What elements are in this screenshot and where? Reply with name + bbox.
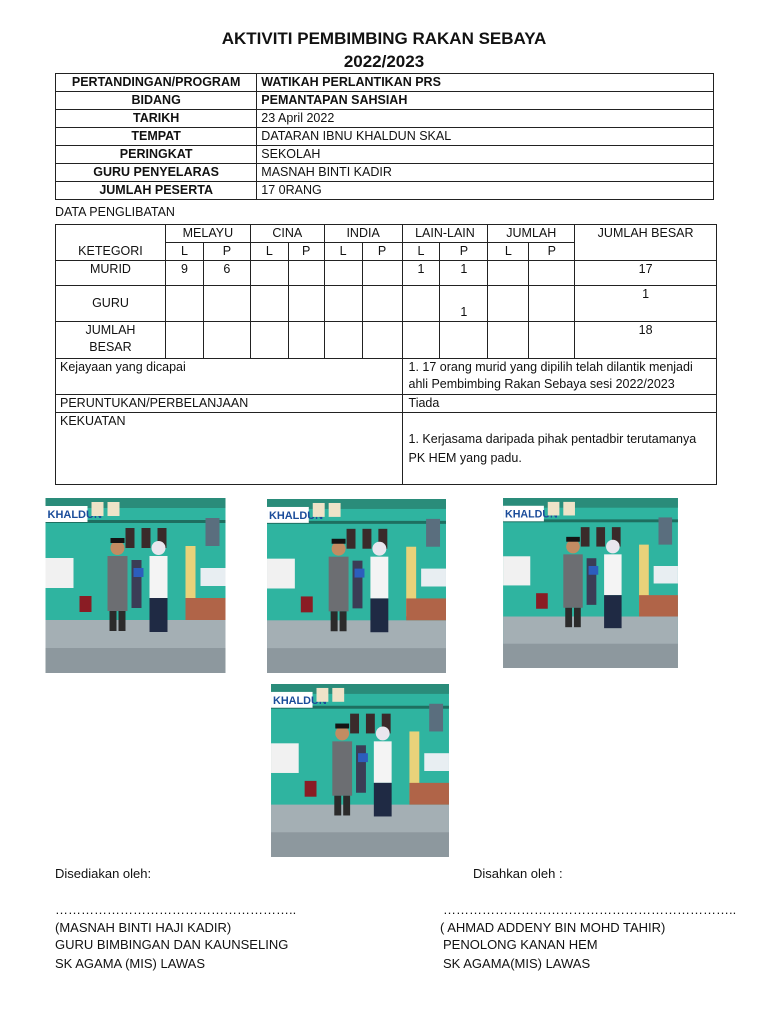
photo-scene xyxy=(261,499,452,673)
photo-scene xyxy=(43,498,228,673)
group-header: INDIA xyxy=(324,225,402,243)
group-header: MELAYU xyxy=(165,225,250,243)
cell xyxy=(402,322,440,359)
row-total: 1 xyxy=(575,286,717,322)
category-header: KETEGORI xyxy=(56,225,166,261)
signature-line: ………………………………………………………….. xyxy=(443,902,737,917)
signature-line: ……………………………………………….. xyxy=(55,902,297,917)
photo-scene xyxy=(268,684,452,857)
signer-school: SK AGAMA(MIS) LAWAS xyxy=(443,956,591,971)
cell xyxy=(362,261,402,286)
cell xyxy=(324,322,362,359)
summary-key: PERUNTUKAN/PERBELANJAAN xyxy=(56,395,403,413)
cell xyxy=(488,286,529,322)
signer-school: SK AGAMA (MIS) LAWAS xyxy=(55,956,206,971)
info-key: JUMLAH PESERTA xyxy=(56,182,257,200)
cell xyxy=(529,286,575,322)
info-row xyxy=(56,146,714,164)
summary-key: KEKUATAN xyxy=(56,413,403,485)
info-key: TEMPAT xyxy=(56,128,257,146)
photo-scene xyxy=(503,498,678,668)
row-total: 18 xyxy=(575,322,717,359)
cell xyxy=(203,286,250,322)
row-label: GURU xyxy=(56,286,166,322)
gender-l: L xyxy=(402,243,440,261)
info-row xyxy=(56,182,714,200)
cell xyxy=(203,322,250,359)
row-label: MURID xyxy=(56,261,166,286)
group-header: LAIN-LAIN xyxy=(402,225,488,243)
table-row xyxy=(56,322,717,359)
info-row xyxy=(56,164,714,182)
summary-row xyxy=(56,359,717,395)
table-row xyxy=(56,261,717,286)
gender-p: P xyxy=(362,243,402,261)
group-header: JUMLAH xyxy=(488,225,575,243)
cell xyxy=(288,286,324,322)
page-year: 2022/2023 xyxy=(343,52,425,71)
info-value: 23 April 2022 xyxy=(257,110,714,128)
cell xyxy=(250,261,288,286)
total-header: JUMLAH BESAR xyxy=(575,225,717,261)
info-value: 17 0RANG xyxy=(257,182,714,200)
signer-role: PENOLONG KANAN HEM xyxy=(443,937,598,952)
cell: 1 xyxy=(440,261,488,286)
cell xyxy=(440,322,488,359)
info-row xyxy=(56,110,714,128)
gender-p: P xyxy=(288,243,324,261)
cell xyxy=(324,286,362,322)
approved-by-label: Disahkan oleh : xyxy=(473,866,563,881)
cell xyxy=(402,286,440,322)
cell xyxy=(488,261,529,286)
page-title: AKTIVITI PEMBIMBING RAKAN SEBAYA xyxy=(221,29,547,48)
row-label: JUMLAH BESAR xyxy=(56,322,166,359)
summary-key: Kejayaan yang dicapai xyxy=(56,359,403,395)
info-value: SEKOLAH xyxy=(257,146,714,164)
summary-value: 1. Kerjasama daripada pihak pentadbir terutamanya PK HEM yang padu. xyxy=(402,413,716,485)
info-key: PERINGKAT xyxy=(56,146,257,164)
summary-value: 1. 17 orang murid yang dipilih telah dilantik menjadi ahli Pembimbing Rakan Sebaya sesi 2022/2023 xyxy=(402,359,716,395)
cell xyxy=(324,261,362,286)
gender-l: L xyxy=(324,243,362,261)
gender-p: P xyxy=(529,243,575,261)
gender-l: L xyxy=(250,243,288,261)
cell xyxy=(288,261,324,286)
cell: 1 xyxy=(440,286,488,322)
info-key: GURU PENYELARAS xyxy=(56,164,257,182)
cell: 1 xyxy=(402,261,440,286)
info-key: BIDANG xyxy=(56,92,257,110)
cell xyxy=(488,322,529,359)
group-header: CINA xyxy=(250,225,324,243)
cell xyxy=(165,286,203,322)
gender-p: P xyxy=(203,243,250,261)
signer-name: (MASNAH BINTI HAJI KADIR) xyxy=(55,920,232,935)
gender-l: L xyxy=(488,243,529,261)
summary-row xyxy=(56,413,717,485)
info-key: TARIKH xyxy=(56,110,257,128)
gender-l: L xyxy=(165,243,203,261)
cell xyxy=(362,286,402,322)
cell: 9 xyxy=(165,261,203,286)
prepared-by-label: Disediakan oleh: xyxy=(55,866,152,881)
activity-photo xyxy=(268,684,452,857)
info-row xyxy=(56,92,714,110)
row-total: 17 xyxy=(575,261,717,286)
info-value: DATARAN IBNU KHALDUN SKAL xyxy=(257,128,714,146)
info-value: MASNAH BINTI KADIR xyxy=(257,164,714,182)
cell xyxy=(529,322,575,359)
cell xyxy=(362,322,402,359)
cell xyxy=(288,322,324,359)
info-key: PERTANDINGAN/PROGRAM xyxy=(56,74,257,92)
cell xyxy=(250,322,288,359)
info-value: PEMANTAPAN SAHSIAH xyxy=(257,92,714,110)
info-table xyxy=(55,73,714,200)
cell xyxy=(165,322,203,359)
signer-role: GURU BIMBINGAN DAN KAUNSELING xyxy=(55,937,289,952)
table-row xyxy=(56,286,717,322)
cell: 6 xyxy=(203,261,250,286)
activity-photo xyxy=(43,498,228,673)
signer-name: ( AHMAD ADDENY BIN MOHD TAHIR) xyxy=(440,920,666,935)
cell xyxy=(250,286,288,322)
info-row xyxy=(56,128,714,146)
activity-photo xyxy=(261,499,452,673)
summary-value: Tiada xyxy=(402,395,716,413)
info-value: WATIKAH PERLANTIKAN PRS xyxy=(257,74,714,92)
participation-table xyxy=(55,224,717,485)
summary-row xyxy=(56,395,717,413)
gender-p: P xyxy=(440,243,488,261)
info-row xyxy=(56,74,714,92)
cell xyxy=(529,261,575,286)
data-label: DATA PENGLIBATAN xyxy=(55,205,175,219)
activity-photo xyxy=(503,498,678,668)
